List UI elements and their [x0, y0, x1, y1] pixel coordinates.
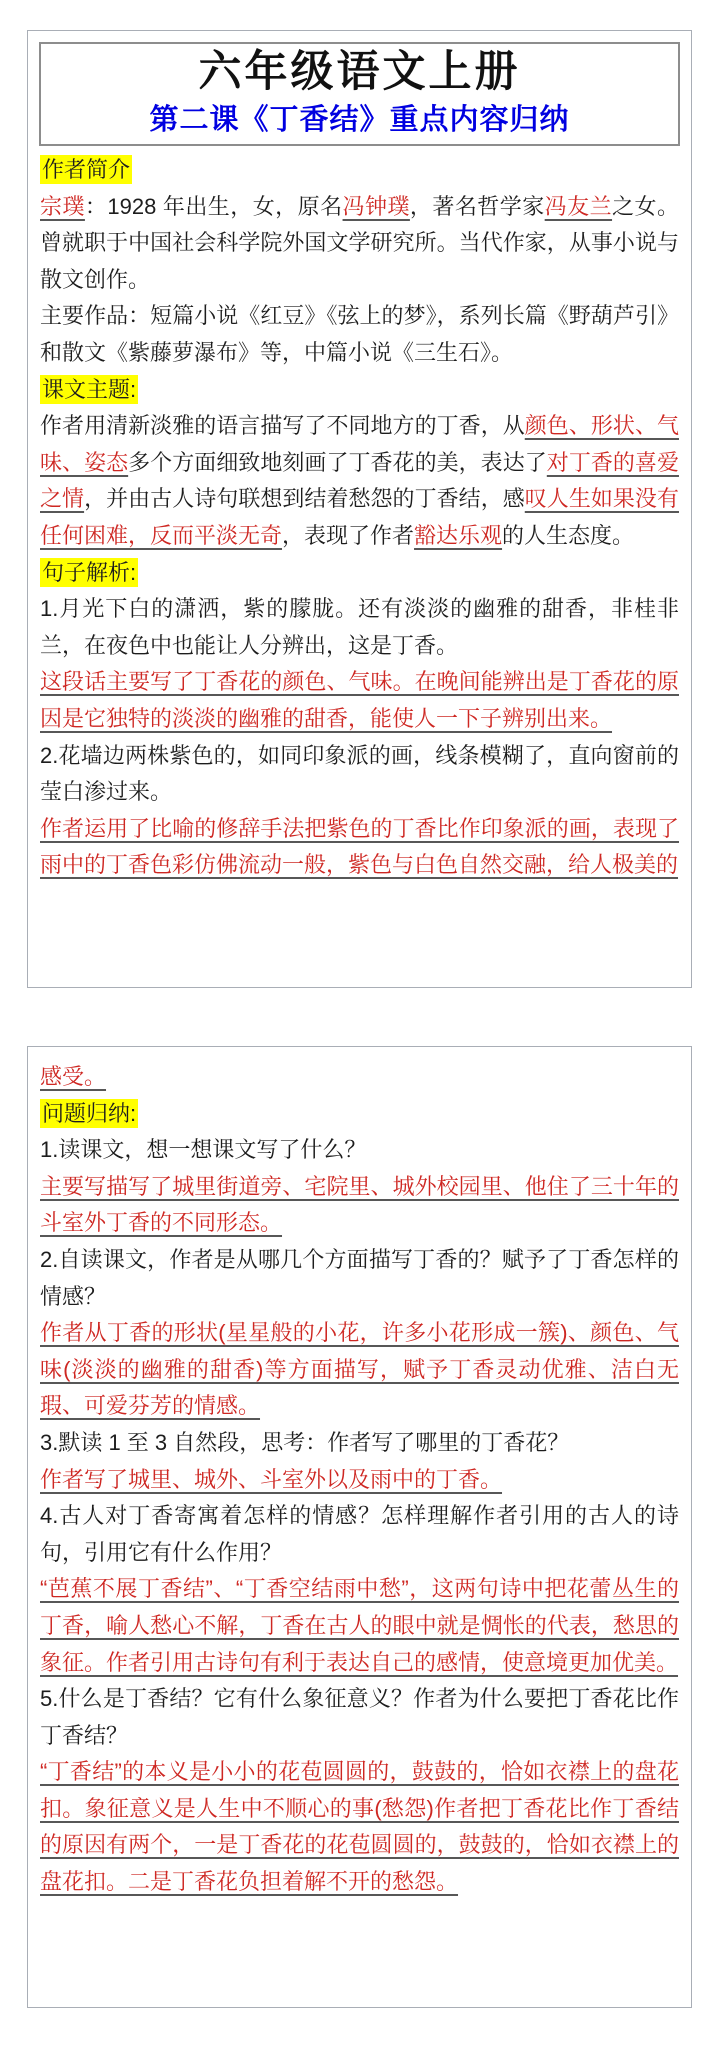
- text-run: ，表现了作者: [282, 522, 415, 548]
- header-box: [39, 42, 680, 146]
- paragraph: [40, 189, 679, 299]
- paragraph: [40, 591, 679, 664]
- text-run: 主要写描写了城里街道旁、宅院里、城外校园里、他住了三十年的斗室外丁香的不同形态。: [40, 1173, 679, 1236]
- paragraph: [40, 1681, 679, 1754]
- text-run: ，并由古人诗句联想到结着愁怨的丁香结，感: [84, 486, 525, 512]
- section-label-text: 作者简介: [42, 157, 131, 182]
- paragraph: [40, 1169, 679, 1242]
- text-run: 作者运用了比喻的修辞手法把紫色的丁香比作印象派的画，表现了雨中的丁香色彩仿佛流动一般，紫色与白色自然交融，给人极美的: [40, 815, 679, 878]
- text-run: 作者用清新淡雅的语言描写了不同地方的丁香，从: [40, 413, 525, 439]
- text-run: 作者写了城里、城外、斗室外以及雨中的丁香。: [40, 1466, 503, 1492]
- text-run: 1.读课文，想一想课文写了什么？: [40, 1137, 367, 1163]
- text-run: 4.古人对丁香寄寓着怎样的情感？怎样理解作者引用的古人的诗句，引用它有什么作用？: [40, 1503, 679, 1565]
- text-run: 主要作品：短篇小说《红豆》《弦上的梦》，系列长篇《野葫芦引》和散文《紫藤萝瀑布》等，中篇小说《三生石》。: [40, 303, 679, 365]
- section-label-text: 句子解析:: [42, 559, 137, 585]
- text-run: 的人生态度。: [502, 522, 635, 548]
- paragraph: [40, 1315, 679, 1425]
- page-root: [0, 30, 719, 2008]
- text-run: 多个方面细致地刻画了丁香花的美，表达了: [128, 449, 547, 475]
- paragraph: [40, 408, 679, 554]
- card2-content: [28, 1047, 691, 1901]
- text-run: “丁香结”的本义是小小的花苞圆圆的，鼓鼓的，恰如衣襟上的盘花扣。象征意义是人生中不顺心的事(愁怨)作者把丁香花比作丁香结的原因有两个，一是丁香花的花苞圆圆的，鼓鼓的，恰如衣襟上的盘花扣。二是丁香花负担着解不开的愁怨。: [40, 1759, 679, 1895]
- section-label: [40, 372, 679, 409]
- paragraph: [40, 1132, 679, 1169]
- course-title: 六年级语文上册: [198, 49, 521, 96]
- paragraph: [40, 298, 679, 371]
- paragraph: [40, 1571, 679, 1681]
- text-run: 冯钟璞: [342, 193, 410, 219]
- paragraph: [40, 1754, 679, 1900]
- card1-content: [28, 150, 691, 884]
- text-run: 之女。曾就职于中国社会科学院外国文学研究所。当代作家，从事小说与散文创作。: [40, 193, 679, 292]
- text-run: 对丁香的喜爱之情: [40, 449, 679, 512]
- paragraph: [40, 1462, 679, 1499]
- text-run: ，著名哲学家: [409, 193, 545, 219]
- text-run: 2.自读课文，作者是从哪几个方面描写丁香的？赋予了丁香怎样的情感？: [40, 1246, 679, 1309]
- text-run: 冯友兰: [544, 193, 613, 219]
- text-run: ：1928 年出生，女，原名: [84, 193, 343, 219]
- text-run: 5.什么是丁香结？它有什么象征意义？作者为什么要把丁香花比作丁香结？: [40, 1686, 679, 1748]
- text-run: 豁达乐观: [414, 522, 503, 548]
- text-run: 1.月光下白的潇洒，紫的朦胧。还有淡淡的幽雅的甜香，非桂非兰，在夜色中也能让人分辨出，这是丁香。: [40, 596, 679, 658]
- lesson-subtitle: 第二课《丁香结》重点内容归纳: [149, 104, 570, 136]
- paragraph: [40, 811, 679, 884]
- section-label-text: 问题归纳:: [42, 1100, 137, 1126]
- text-run: 宗璞: [40, 193, 85, 219]
- paragraph: [40, 1425, 679, 1462]
- text-run: 感受。: [40, 1064, 107, 1089]
- paragraph: [40, 1059, 679, 1096]
- study-card-1: [27, 30, 692, 988]
- paragraph: [40, 1242, 679, 1315]
- paragraph: [40, 1498, 679, 1571]
- section-label: [40, 1096, 679, 1133]
- text-run: 这段话主要写了丁香花的颜色、气味。在晚间能辨出是丁香花的原因是它独特的淡淡的幽雅的甜香，能使人一下子辨别出来。: [40, 669, 679, 731]
- text-run: “芭蕉不展丁香结”、“丁香空结雨中愁”，这两句诗中把花蕾丛生的丁香，喻人愁心不解，丁香在古人的眼中就是惆怅的代表，愁思的象征。作者引用古诗句有利于表达自己的感情，使意境更加优美。: [40, 1576, 679, 1675]
- paragraph: [40, 738, 679, 811]
- text-run: 颜色、形状、气味、姿态: [40, 413, 679, 475]
- section-label-text: 课文主题:: [42, 376, 137, 402]
- section-label: [40, 555, 679, 592]
- text-run: 叹人生如果没有任何困难，反而平淡无奇: [40, 486, 679, 548]
- text-run: 作者从丁香的形状(星星般的小花，许多小花形成一簇)、颜色、气味(淡淡的幽雅的甜香)等方面描写，赋予丁香灵动优雅、洁白无瑕、可爱芬芳的情感。: [40, 1320, 679, 1419]
- section-label: [40, 152, 679, 189]
- paragraph: [40, 664, 679, 737]
- text-run: 3.默读 1 至 3 自然段，思考：作者写了哪里的丁香花？: [40, 1429, 570, 1455]
- study-card-2: [27, 1046, 692, 2008]
- text-run: 2.花墙边两株紫色的，如同印象派的画，线条模糊了，直向窗前的莹白渗过来。: [40, 742, 679, 805]
